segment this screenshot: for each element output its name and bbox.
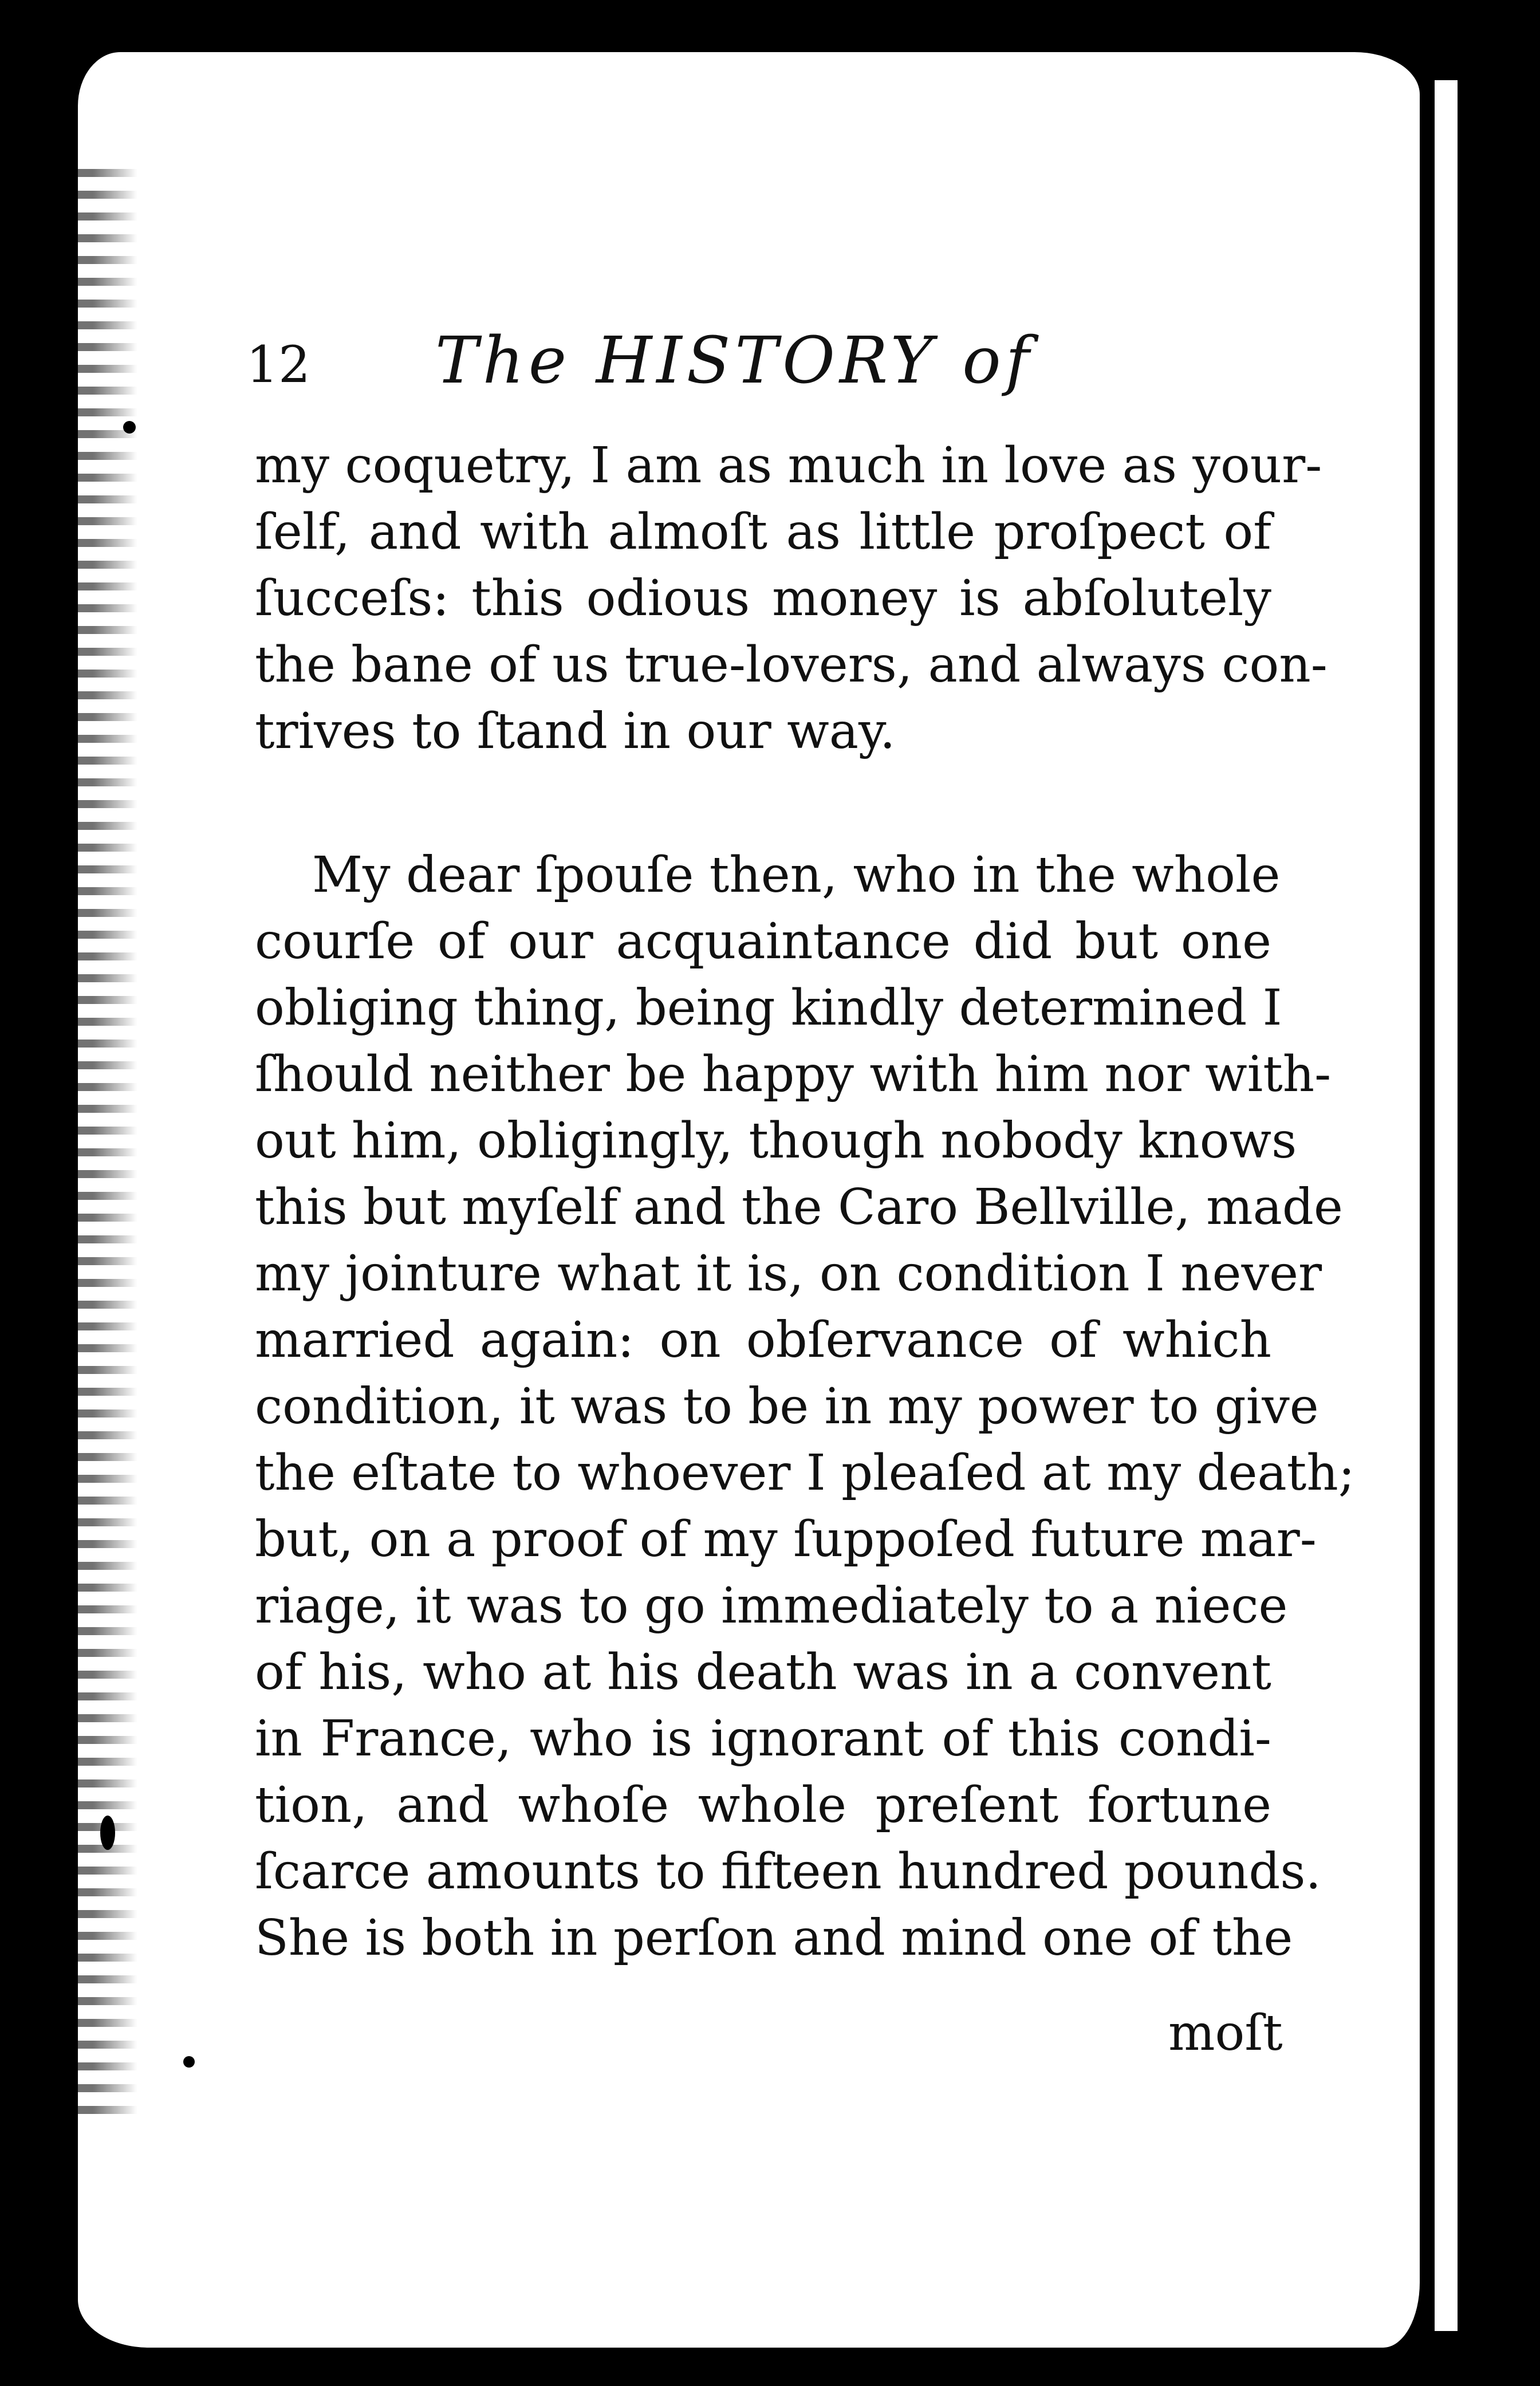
text-line: in France, who is ignorant of this condi-	[255, 1710, 1271, 1767]
text-line: this but myſelf and the Caro Bellville, made	[255, 1179, 1343, 1236]
text-line: condition, it was to be in my power to give	[255, 1378, 1319, 1435]
text-line: My dear ſpouſe then, who in the whole	[312, 846, 1281, 904]
running-head: The HISTORY of	[435, 324, 1034, 398]
page-number: 12	[246, 335, 310, 394]
text-line: ſelf, and with almoſt as little proſpect of	[255, 503, 1271, 561]
text-line: riage, it was to go immediately to a niece	[255, 1577, 1288, 1635]
page-header	[246, 324, 1105, 404]
text-line: trives to ſtand in our way.	[255, 703, 896, 760]
text-line: my jointure what it is, on condition I never	[255, 1245, 1322, 1302]
scan-speck	[123, 421, 136, 434]
catchword: moſt	[1168, 2005, 1283, 2062]
text-line: ſhould neither be happy with him nor with-	[255, 1046, 1332, 1103]
text-line: She is both in perſon and mind one of the	[255, 1909, 1293, 1967]
paragraph-1	[255, 432, 1328, 765]
text-line: courſe of our acquaintance did but one	[255, 913, 1271, 970]
text-line: my coquetry, I am as much in love as your-	[255, 437, 1322, 494]
text-line: but, on a proof of my ſuppoſed future mar-	[255, 1511, 1317, 1568]
page-edge-strip	[1435, 80, 1458, 2331]
text-line: obliging thing, being kindly determined I	[255, 979, 1282, 1037]
scan-speck	[100, 1816, 115, 1850]
scan-speck	[183, 2056, 195, 2068]
text-line: ſucceſs: this odious money is abſolutely	[255, 570, 1271, 627]
text-line: married again: on obſervance of which	[255, 1312, 1271, 1369]
text-line: tion, and whoſe whole preſent fortune	[255, 1777, 1271, 1834]
text-line: ſcarce amounts to fifteen hundred pounds.	[255, 1843, 1321, 1900]
text-line: out him, obligingly, though nobody knows	[255, 1112, 1297, 1170]
text-line: the eſtate to whoever I pleaſed at my death;	[255, 1444, 1355, 1502]
text-line: the bane of us true-lovers, and always con-	[255, 636, 1328, 694]
paragraph-2	[255, 842, 1355, 1971]
text-line: of his, who at his death was in a convent	[255, 1644, 1271, 1701]
